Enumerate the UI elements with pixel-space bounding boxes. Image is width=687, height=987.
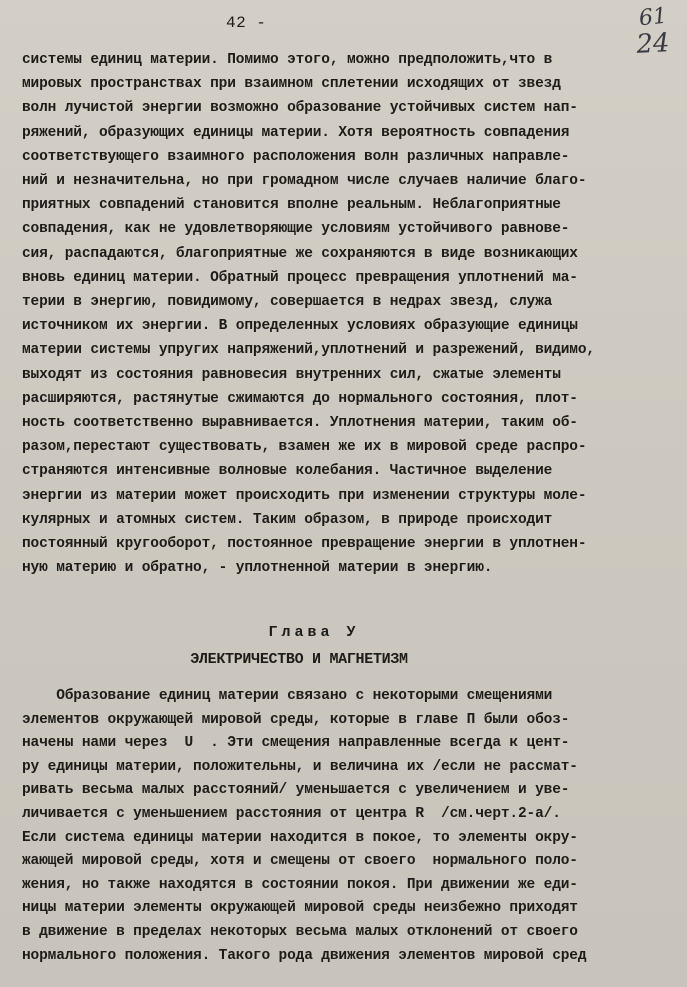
- text-line: мировых пространствах при взаимном сплетении исходящих от звезд: [22, 76, 561, 93]
- text-line: постоянный кругооборот, постоянное превращение энергии в уплотнен-: [22, 536, 587, 553]
- text-line: жения, но также находятся в состоянии покоя. При движении же еди-: [22, 876, 578, 893]
- text-line: личивается с уменьшением расстояния от центра R /см.черт.2-а/.: [22, 805, 561, 822]
- text-line: страняются интенсивные волновые колебания. Частичное выделение: [22, 463, 553, 480]
- text-line: соответствующего взаимного расположения волн различных направле-: [22, 148, 570, 165]
- text-line: совпадения, как не удовлетворяющие условиям устойчивого равнове-: [22, 221, 570, 238]
- handwritten-note-bottom: 24: [635, 28, 671, 60]
- text-line: приятных совпадений становится вполне реальным. Неблагоприятные: [22, 197, 561, 214]
- handwritten-note-top: 61: [637, 3, 669, 32]
- text-line: материи системы упругих напряжений,уплотнений и разрежений, видимо,: [22, 342, 595, 359]
- text-line: нормального положения. Такого рода движения элементов мировой сред: [22, 947, 587, 964]
- text-line: системы единиц материи. Помимо этого, можно предположить,что в: [22, 52, 553, 68]
- text-line: элементов окружающей мировой среды, которые в главе П были обоз-: [22, 711, 570, 728]
- text-line: вновь единиц материи. Обратный процесс превращения уплотнений ма-: [22, 269, 578, 286]
- text-line: разом,перестают существовать, взамен же их в мировой среде распро-: [22, 439, 587, 456]
- chapter-number: Глава У: [268, 624, 360, 641]
- text-line: расширяются, растянутые сжимаются до нормального состояния, плот-: [22, 390, 578, 407]
- text-line: источником их энергии. В определенных условиях образующие единицы: [22, 318, 578, 335]
- text-line: в движение в пределах некоторых весьма малых отклонений от своего: [22, 923, 578, 940]
- chapter-title: ЭЛЕКТРИЧЕСТВО И МАГНЕТИЗМ: [190, 651, 408, 668]
- text-line: ряжений, образующих единицы материи. Хотя вероятность совпадения: [22, 124, 570, 141]
- body-paragraph-1: [22, 48, 666, 580]
- text-line: энергии из материи может происходить при изменении структуры моле-: [22, 487, 587, 504]
- text-line: ний и незначительна, но при громадном числе случаев наличие благо-: [22, 173, 587, 190]
- text-line: сия, распадаются, благоприятные же сохраняются в виде возникающих: [22, 245, 578, 262]
- text-line: жающей мировой среды, хотя и смещены от своего нормального поло-: [22, 853, 578, 870]
- text-line: ру единицы материи, положительны, и величина их /если не рассмат-: [22, 758, 578, 775]
- text-line: ницы материи элементы окружающей мировой среды неизбежно приходят: [22, 900, 578, 917]
- chapter-heading: [22, 620, 666, 674]
- text-line: терии в энергию, повидимому, совершается в недрах звезд, служа: [22, 294, 553, 311]
- text-line: ривать весьма малых расстояний/ уменьшается с увеличением и уве-: [22, 782, 570, 799]
- text-line: Если система единицы материи находится в покое, то элементы окру-: [22, 829, 578, 846]
- text-line: ность соответственно выравнивается. Уплотнения материи, таким об-: [22, 415, 578, 432]
- text-line: волн лучистой энергии возможно образование устойчивых систем нап-: [22, 100, 578, 117]
- body-paragraph-2: [22, 685, 672, 968]
- text-line: Образование единиц материи связано с некоторыми смещениями: [22, 688, 553, 704]
- text-line: кулярных и атомных систем. Таким образом, в природе происходит: [22, 511, 553, 528]
- text-line: начены нами через U . Эти смещения направленные всегда к цент-: [22, 735, 570, 752]
- page-number: 42 -: [226, 14, 267, 32]
- text-line: ную материю и обратно, - уплотненной материи в энергию.: [22, 560, 493, 577]
- text-line: выходят из состояния равновесия внутренних сил, сжатые элементы: [22, 366, 561, 383]
